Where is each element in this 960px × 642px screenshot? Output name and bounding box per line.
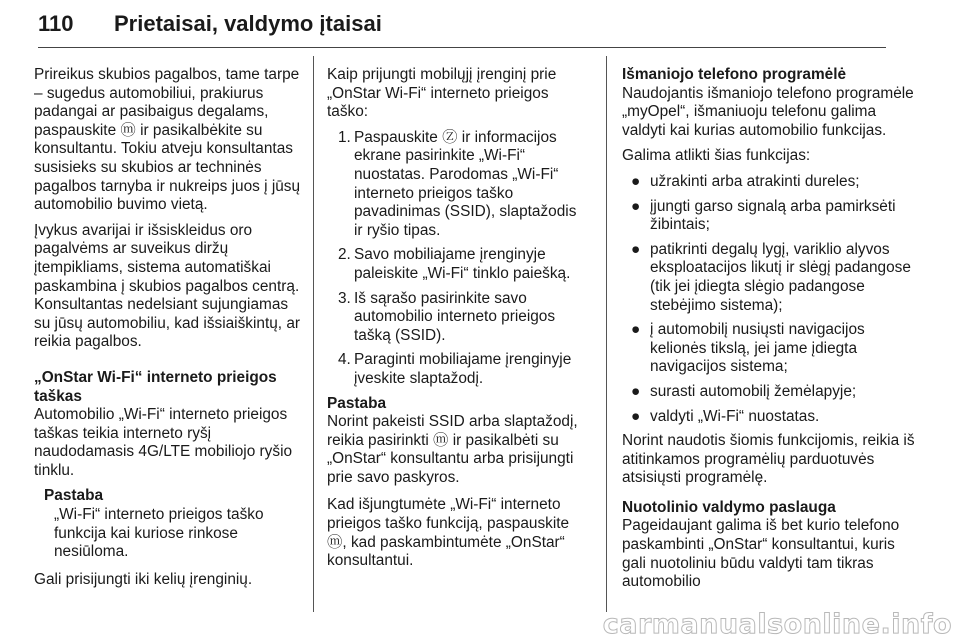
step-text: Iš sąrašo pasirinkite savo automobilio interneto prieigos tašką (SSID). bbox=[354, 289, 556, 344]
list-item-text: užrakinti arba atrakinti dureles; bbox=[650, 172, 860, 190]
page-number: 110 bbox=[38, 11, 74, 36]
step-text: Paraginti mobiliajame įrenginyje įveskite slaptažodį. bbox=[354, 351, 572, 387]
paragraph-multiple-devices: Gali prisijungti iki kelių įrenginių. bbox=[34, 570, 253, 588]
functions-list bbox=[622, 173, 922, 426]
list-item bbox=[622, 198, 922, 235]
step-item bbox=[327, 246, 589, 283]
paragraph-download-app: Norint naudotis šiomis funkcijomis, reikia iš atitinkamos programėlių parduotuvės atsisiųsti programėlę. bbox=[622, 432, 915, 487]
note-box bbox=[327, 395, 589, 488]
paragraph-connect-intro: Kaip prijungti mobilųjį įrenginį prie „OnStar Wi-Fi“ interneto prieigos taško: bbox=[327, 66, 557, 121]
paragraph-remote-service: Pageidaujant galima iš bet kurio telefono paskambinti „OnStar“ konsultantui, kuris gali nuotoliniu būdu valdyti tam tikras automobilio bbox=[622, 517, 900, 591]
bullet-icon: ● bbox=[631, 172, 641, 190]
list-item-text: patikrinti degalų lygį, variklio alyvos eksploatacijos likutį ir slėgį padangose (tik jei įdiegta slėgio padangose stebėjimo sistema); bbox=[650, 240, 911, 314]
bullet-icon: ● bbox=[631, 240, 641, 258]
bullet-icon: ● bbox=[631, 197, 641, 215]
step-item bbox=[327, 290, 589, 346]
steps-list bbox=[327, 129, 589, 389]
step-number: 1. bbox=[338, 128, 351, 146]
page-title: Prietaisai, valdymo įtaisai bbox=[114, 11, 382, 36]
list-item-text: surasti automobilį žemėlapyje; bbox=[650, 382, 857, 400]
step-number: 3. bbox=[338, 289, 351, 307]
step-number: 4. bbox=[338, 351, 351, 369]
step-item bbox=[327, 129, 589, 241]
list-item bbox=[622, 408, 922, 427]
page-header bbox=[38, 10, 926, 40]
paragraph-app-intro: Naudojantis išmaniojo telefono programėle „myOpel“, išmaniuoju telefonu galima valdyti kai kurias automobilio funkcijas. bbox=[622, 84, 914, 139]
list-item bbox=[622, 321, 922, 377]
section-heading-wifi-hotspot: „OnStar Wi-Fi“ interneto prieigos taškas bbox=[34, 368, 277, 405]
step-number: 2. bbox=[338, 246, 351, 264]
bullet-icon: ● bbox=[631, 321, 641, 339]
step-item bbox=[327, 351, 589, 388]
paragraph-functions-intro: Galima atlikti šias funkcijas: bbox=[622, 147, 811, 165]
note-text: Norint pakeisti SSID arba slaptažodį, reikia pasirinkti ⓜ ir pasikalbėti su „OnStar“ konsultantu arba prisijungti prie savo paskyros. bbox=[327, 413, 578, 486]
column-divider-1 bbox=[313, 56, 314, 612]
paragraph-wifi-intro: Automobilio „Wi-Fi“ interneto prieigos taškas teikia interneto ryšį naudodamasis 4G/LTE mobiliojo ryšio tinklu. bbox=[34, 406, 293, 479]
list-item-text: įjungti garso signalą arba pamirksėti žibintais; bbox=[650, 197, 896, 234]
note-text: „Wi-Fi“ interneto prieigos taško funkcija kai kuriose rinkose nesiūloma. bbox=[54, 506, 264, 561]
bullet-icon: ● bbox=[631, 407, 641, 425]
list-item-text: į automobilį nusiųsti navigacijos kelionės tikslą, jei jame įdiegta navigacijos sistema; bbox=[650, 321, 865, 376]
column-2 bbox=[327, 66, 589, 578]
header-divider bbox=[38, 47, 886, 48]
paragraph-crash-response: Įvykus avarijai ir išsiskleidus oro pagalvėms ar suveikus diržų įtempikliams, sistema automatiškai paskambina į skubios pagalbos centrą. Konsultantas nedelsiant sujungiamas su jūsų automobiliu, kad išsiaiškintų, ar reikia pagalbos. bbox=[34, 221, 301, 351]
list-item bbox=[622, 173, 922, 192]
column-1 bbox=[34, 66, 304, 596]
paragraph-disable-wifi: Kad išjungtumėte „Wi-Fi“ interneto prieigos taško funkciją, paspauskite ⓜ, kad paskambintumėte „OnStar“ konsultantui. bbox=[327, 496, 570, 570]
section-heading-smartphone-app: Išmaniojo telefono programėlė bbox=[622, 66, 847, 83]
list-item bbox=[622, 383, 922, 402]
bullet-icon: ● bbox=[631, 382, 641, 400]
list-item-text: valdyti „Wi-Fi“ nuostatas. bbox=[650, 407, 820, 425]
note-box bbox=[34, 487, 304, 561]
note-title: Pastaba bbox=[44, 487, 104, 505]
note-title: Pastaba bbox=[327, 394, 387, 412]
section-heading-remote-service: Nuotolinio valdymo paslauga bbox=[622, 498, 836, 516]
step-text: Savo mobiliajame įrenginyje paleiskite „Wi-Fi“ tinklo paiešką. bbox=[354, 246, 571, 282]
column-divider-2 bbox=[606, 56, 607, 612]
paragraph-emergency: Prireikus skubios pagalbos, tame tarpe – sugedus automobiliui, prakiurus padangai ar pasibaigus degalams, paspauskite ⓜ ir pasikalbėkite su konsultantu. Tokiu atveju konsultantas susisieks su skubios ar techninės pagalbos tarnyba ir nukreips juos į jūsų automobilio buvimo vietą. bbox=[34, 66, 301, 214]
column-3 bbox=[622, 66, 922, 599]
watermark: carmanualsonline.info bbox=[602, 609, 952, 640]
list-item bbox=[622, 241, 922, 315]
step-text: Paspauskite Ⓩ ir informacijos ekrane pasirinkite „Wi-Fi“ nuostatas. Parodomas „Wi-Fi“ interneto prieigos taško pavadinimas (SSID), slaptažodis ir ryšio tipas. bbox=[354, 128, 577, 239]
